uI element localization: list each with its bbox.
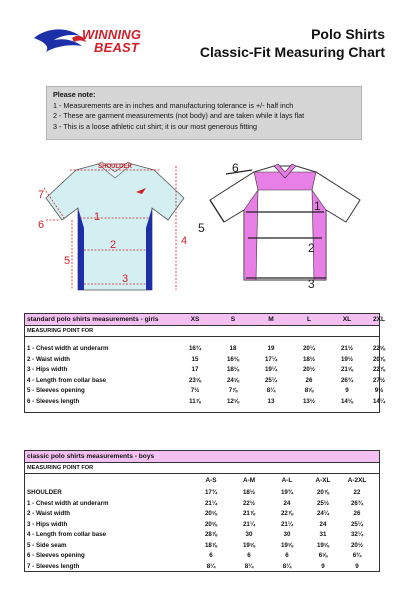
front-marker-1: 1 [94,211,101,223]
girls-cell: 8⅝ [304,387,314,394]
brand-name [82,28,141,54]
boys-cell: 26¾ [350,499,364,507]
brand-line1: WINNING [82,27,142,42]
boys-size-al: A-L [281,477,293,484]
boys-cell: 6 [247,552,251,559]
girls-cell: 27½ [372,376,386,384]
boys-row-label: 7 - Sleeves length [27,562,80,570]
boys-row-label: 4 - Length from collar base [27,531,107,538]
front-marker-7: 7 [38,189,45,201]
boys-cell: 9 [321,562,325,570]
boys-row-label: SHOULDER [27,489,62,496]
boys-row-label: 1 - Chest width at underarm [27,499,109,507]
front-marker-2: 2 [110,239,117,251]
boys-row [25,529,379,540]
girls-row-label: 3 - Hips width [27,366,68,373]
note-heading: Please note: [53,90,96,99]
boys-cell: 32¼ [350,531,364,538]
boys-cell: 24 [319,520,327,528]
boys-cell: 31 [319,531,327,538]
boys-cell: 26 [353,510,361,517]
boys-cell: 17¾ [204,489,218,496]
boys-size-a2xl: A-2XL [347,477,367,484]
girls-row-label: 2 - Waist width [27,355,71,363]
boys-size-am: A-M [242,477,256,484]
girls-cell: 21⅝ [340,366,354,373]
boys-row-label: 3 - Hips width [27,520,68,528]
boys-cell: 18½ [242,489,256,496]
girls-cell: 13 [267,397,275,405]
girls-cell: 9 [345,387,349,394]
girls-cell: 17¼ [264,355,278,363]
girls-cell: 25¼ [264,376,278,384]
boys-cell: 6⅝ [318,552,328,559]
girls-cell: 24⅝ [226,376,240,384]
front-marker-5: 5 [64,255,71,267]
boys-row-label: 6 - Sleeves opening [27,552,85,559]
note-line-2: 2 - These are garment measurements (not body) and are taken while it lays flat [53,111,305,120]
front-marker-6: 6 [38,219,45,231]
boys-cell: 19⅝ [242,541,256,549]
girls-cell: 16⅛ [226,355,240,363]
girls-cell: 26 [305,376,313,384]
boys-cell: 20⅞ [316,489,330,496]
boys-cell: 21⅞ [242,510,256,517]
back-marker-2: 2 [308,241,315,255]
boys-rows [25,487,379,571]
boys-cell: 6 [285,552,289,559]
boys-cell: 24 [283,499,291,507]
girls-cell: 16¾ [188,345,202,352]
girls-cell: 18 [229,345,237,352]
boys-cell: 20⅝ [204,520,218,528]
boys-cell: 20⅝ [204,510,218,517]
boys-row [25,498,379,509]
girls-cell: 19¼ [264,366,278,373]
girls-cell: 7½ [190,387,200,394]
boys-cell: 24¼ [316,510,330,517]
girls-cell: 11⅞ [189,397,201,405]
boys-cell: 21¼ [242,520,256,528]
girls-cell: 26¾ [340,376,354,384]
shoulder-label: SHOULDER [98,164,132,170]
girls-cell: 13½ [302,397,316,405]
boys-cell: 19⅝ [280,541,294,549]
girls-size-l: L [306,316,312,323]
boys-cell: 25½ [316,499,330,507]
girls-size-xl: XL [342,316,352,323]
note-line-1: 1 - Measurements are in inches and manufacturing tolerance is +/- half inch [53,100,294,110]
girls-size-s: S [230,316,236,323]
girls-table-title-row [25,314,386,326]
boys-cell: 21¼ [280,520,294,528]
boys-size-axl: A-XL [315,477,331,484]
boys-cell: 25¼ [350,520,364,528]
boys-cell: 18⅞ [204,541,218,549]
girls-cell: 22⅞ [372,366,386,373]
girls-cell: 20⅞ [372,355,386,363]
back-shirt-diagram [196,160,374,292]
girls-cell: 17 [191,366,199,373]
girls-size-m: M [268,316,274,323]
girls-row [25,375,386,386]
girls-cell: 7⅞ [228,387,238,394]
boys-row-label: 2 - Waist width [27,510,71,517]
girls-cell: 15 [191,355,199,363]
girls-cell: 18⅛ [226,366,240,373]
boys-table-title-row [25,451,379,463]
boys-cell: 30 [283,531,291,538]
boys-row-label: 5 - Side seam [27,541,67,549]
girls-table-title: standard polo shirts measurements - girls [27,316,159,323]
girls-size-2xl: 2XL [372,316,386,323]
boys-subtitle: MEASURING POINT FOR [25,463,379,474]
girls-row-label: 1 - Chest width at underarm [27,345,109,352]
back-marker-6: 6 [232,161,239,175]
boys-table [24,450,380,572]
back-marker-3: 3 [308,277,315,291]
girls-row-label: 6 - Sleeves length [27,397,80,405]
boys-cell: 22 [353,489,361,496]
girls-row [25,396,386,407]
boys-cell: 8¼ [282,562,292,570]
back-marker-5: 5 [198,221,205,235]
front-shirt-body [46,164,184,290]
girls-row [25,354,386,365]
girls-subtitle: MEASURING POINT FOR [25,326,379,337]
girls-row-label: 4 - Length from collar base [27,376,107,384]
brand-line2: BEAST [94,40,140,55]
girls-rows [25,343,386,406]
boys-size-as: A-S [205,477,217,484]
front-marker-3: 3 [122,273,129,285]
front-shirt-diagram [36,158,194,298]
girls-cell: 22⅝ [372,345,386,352]
boys-cell: 21¼ [204,499,218,507]
boys-cell: 6 [209,552,213,559]
girls-cell: 14⅛ [340,397,354,405]
boys-cell: 8¼ [244,562,254,570]
girls-cell: 12⅝ [226,397,240,405]
boys-cell: 22½ [242,499,256,507]
boys-cell: 22⅞ [280,510,294,517]
boys-size-header [25,474,379,487]
note-line-3: 3 - This is a loose athletic cut shirt; it is our most generous fitting [53,121,258,131]
boys-row [25,487,379,498]
girls-cell: 8¼ [266,387,276,394]
girls-size-xs: XS [190,316,200,323]
girls-cell: 20½ [302,366,316,373]
boys-row [25,550,379,561]
boys-row [25,561,379,572]
boys-cell: 6¾ [352,552,362,559]
back-marker-1: 1 [314,199,321,213]
girls-cell: 21½ [340,345,354,352]
boys-row [25,540,379,551]
boys-cell: 9 [355,562,359,570]
girls-table [24,313,386,413]
boys-row [25,519,379,530]
girls-row [25,385,384,396]
page-subtitle: Classic-Fit Measuring Chart [199,44,385,60]
boys-cell: 28⅞ [204,531,218,538]
girls-row-label: 5 - Sleeves opening [27,387,85,394]
boys-cell: 19¾ [280,489,294,496]
note-box [46,86,362,140]
front-marker-4: 4 [181,235,188,247]
boys-cell: 19⅝ [316,541,330,549]
girls-row [25,343,386,354]
girls-cell: 19 [267,345,275,352]
page-title: Polo Shirts [311,26,385,42]
girls-cell: 19½ [340,355,354,363]
girls-row [25,364,386,375]
girls-cell: 20¼ [302,345,316,352]
girls-cell: 23⅝ [188,376,202,384]
boys-cell: 8¼ [206,562,216,570]
girls-cell: 14¼ [372,397,386,405]
boys-cell: 30 [245,531,253,538]
boys-row [25,508,379,519]
girls-cell: 18½ [302,355,316,363]
boys-cell: 20½ [350,541,364,549]
boys-table-title: classic polo shirts measurements - boys [27,453,155,460]
girls-cell: 9½ [374,387,384,394]
